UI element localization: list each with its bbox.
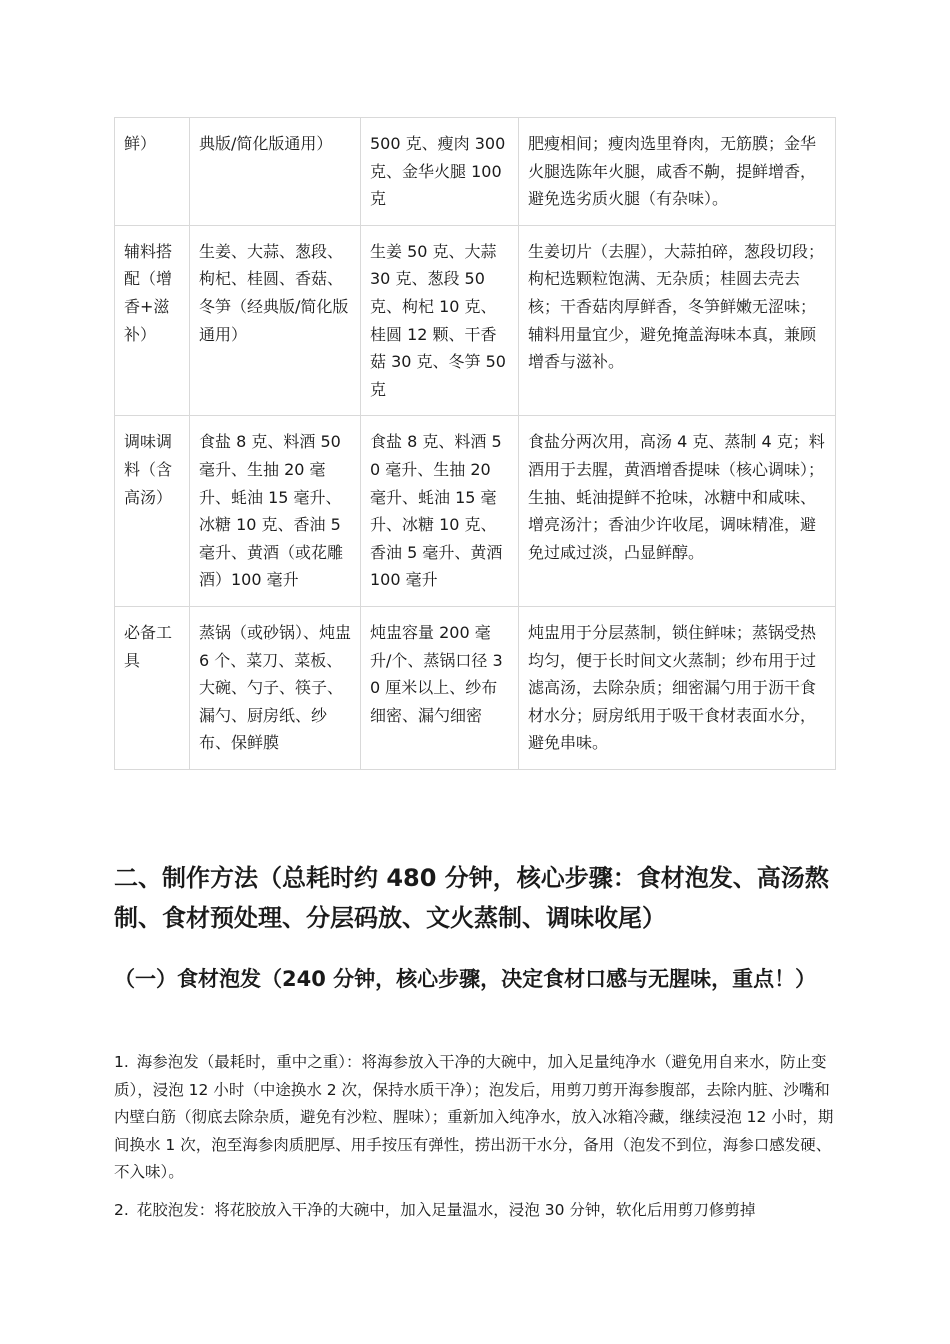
table-cell-notes: 炖盅用于分层蒸制，锁住鲜味；蒸锅受热均匀，便于长时间文火蒸制；纱布用于过滤高汤，去除杂质；细密漏勺用于沥干食材水分；厨房纸用于吸干食材表面水分，避免串味。 <box>519 606 836 769</box>
table-cell-category: 调味调料（含高汤） <box>115 416 190 607</box>
list-item <box>114 1049 838 1187</box>
list-item-text: 花胶泡发：将花胶放入干净的大碗中，加入足量温水，浸泡 30 分钟，软化后用剪刀修剪掉 <box>136 1201 756 1219</box>
list-item-number: 2. <box>114 1201 129 1219</box>
table-cell-quantity: 炖盅容量 200 毫升/个、蒸锅口径 30 厘米以上、纱布细密、漏勺细密 <box>361 606 519 769</box>
list-item <box>114 1197 838 1225</box>
section-heading: 二、制作方法（总耗时约 480 分钟，核心步骤：食材泡发、高汤熬制、食材预处理、分层码放、文火蒸制、调味收尾） <box>114 864 829 932</box>
table-cell-notes: 生姜切片（去腥），大蒜拍碎，葱段切段；枸杞选颗粒饱满、无杂质；桂圆去壳去核；干香菇肉厚鲜香，冬笋鲜嫩无涩味；辅料用量宜少，避免掩盖海味本真，兼顾增香与滋补。 <box>519 225 836 416</box>
table-row <box>115 225 836 416</box>
table-row <box>115 606 836 769</box>
ingredients-table <box>114 117 836 770</box>
table-cell-items: 典版/简化版通用） <box>190 118 361 226</box>
table-cell-category: 辅料搭配（增香+滋补） <box>115 225 190 416</box>
table-cell-quantity: 食盐 8 克、料酒 50 毫升、生抽 20 毫升、蚝油 15 毫升、冰糖 10 克、香油 5 毫升、黄酒 100 毫升 <box>361 416 519 607</box>
table-cell-category: 鲜） <box>115 118 190 226</box>
table-row <box>115 416 836 607</box>
list-item-number: 1. <box>114 1053 129 1071</box>
table-cell-quantity: 生姜 50 克、大蒜 30 克、葱段 50 克、枸杞 10 克、桂圆 12 颗、干香菇 30 克、冬笋 50 克 <box>361 225 519 416</box>
table-cell-items: 生姜、大蒜、葱段、枸杞、桂圆、香菇、冬笋（经典版/简化版通用） <box>190 225 361 416</box>
table-row <box>115 118 836 226</box>
table-cell-items: 蒸锅（或砂锅）、炖盅 6 个、菜刀、菜板、大碗、勺子、筷子、漏勺、厨房纸、纱布、保鲜膜 <box>190 606 361 769</box>
table-cell-items: 食盐 8 克、料酒 50 毫升、生抽 20 毫升、蚝油 15 毫升、冰糖 10 克、香油 5 毫升、黄酒（或花雕酒）100 毫升 <box>190 416 361 607</box>
table-cell-notes: 食盐分两次用，高汤 4 克、蒸制 4 克；料酒用于去腥，黄酒增香提味（核心调味）；生抽、蚝油提鲜不抢味，冰糖中和咸味、增亮汤汁；香油少许收尾，调味精准，避免过咸过淡，凸显鲜醇。 <box>519 416 836 607</box>
subsection-heading: （一）食材泡发（240 分钟，核心步骤，决定食材口感与无腥味，重点！） <box>114 967 817 991</box>
table-cell-category: 必备工具 <box>115 606 190 769</box>
table-cell-notes: 肥瘦相间；瘦肉选里脊肉，无筋膜；金华火腿选陈年火腿，咸香不齁，提鲜增香，避免选劣质火腿（有杂味）。 <box>519 118 836 226</box>
list-item-text: 海参泡发（最耗时，重中之重）：将海参放入干净的大碗中，加入足量纯净水（避免用自来水，防止变质），浸泡 12 小时（中途换水 2 次，保持水质干净）；泡发后，用剪刀剪开海参腹部，去除内脏、沙嘴和内壁白筋（彻底去除杂质，避免有沙粒、腥味）；重新加入纯净水，放入冰箱冷藏，继续浸泡 12 小时，期间换水 1 次，泡至海参肉质肥厚、用手按压有弹性，捞出沥干水分，备用（泡发不到位，海参口感发硬、不入味）。 <box>114 1053 834 1182</box>
table-cell-quantity: 500 克、瘦肉 300 克、金华火腿 100 克 <box>361 118 519 226</box>
